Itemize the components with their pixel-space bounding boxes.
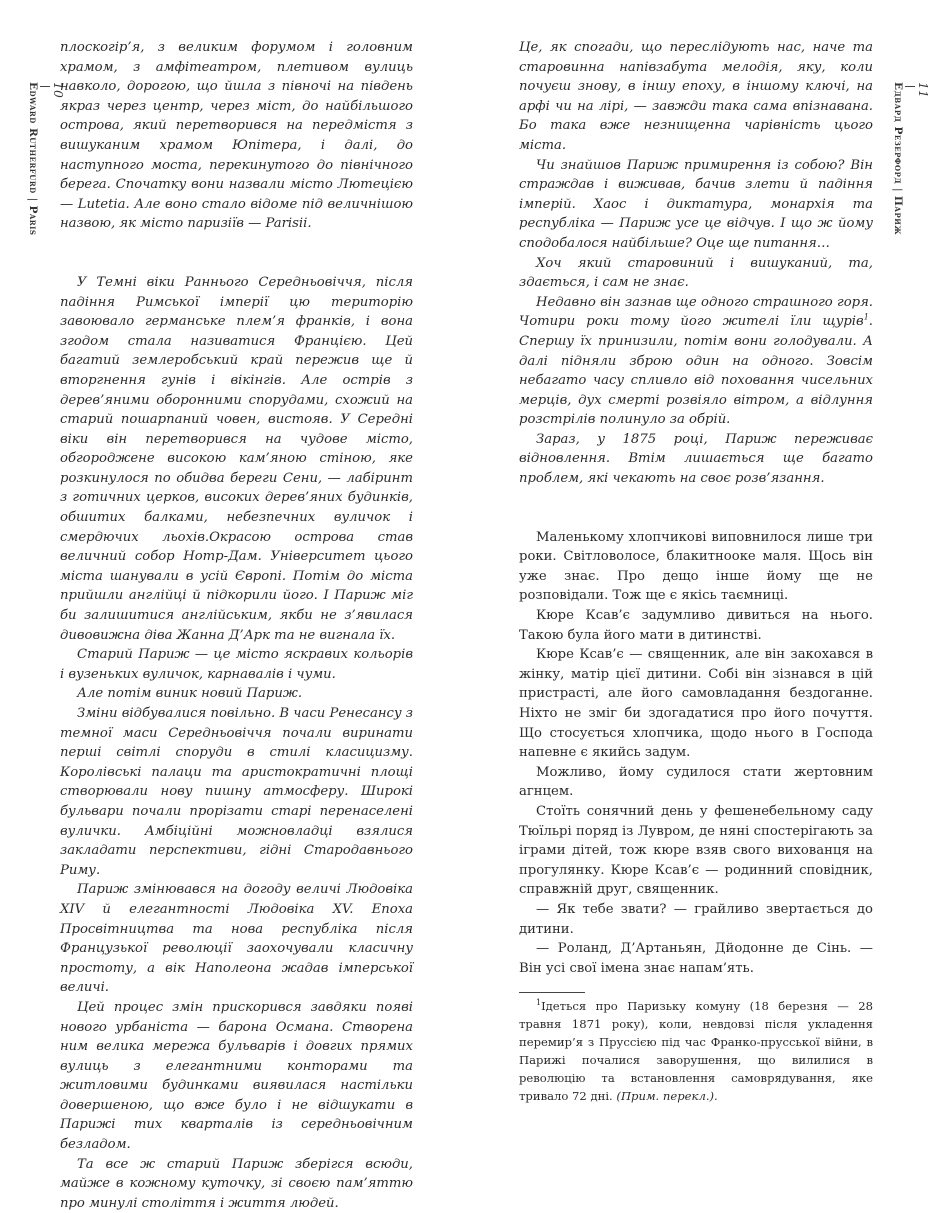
right-page-body (519, 38, 873, 1105)
footnote-note: (Прим. перекл.). (616, 1089, 718, 1104)
left-page-body (60, 38, 413, 1213)
paragraph: Зміни відбувалися повільно. В часи Ренесансу з темної маси Середньовіччя почали виринати перші світлі споруди в стилі класицизму. Королівські палаци та аристократичні площі створювали нову пишну атмосферу. Широкі бульвари почали прорізати старі перенаселені вулички. Амбіційні можновладці взялися закладати перспективи, гідні Стародавнього Риму. (60, 706, 413, 878)
paragraph: Стоїть сонячний день у фешенебельному саду Тюїльрі поряд із Лувром, де няні спостерігають за іграми дітей, тож кюре взяв свого вихованця на прогулянку. Кюре Ксав’є — родинний сповідник, справжній друг, священник. (519, 803, 873, 898)
footnote-body: Ідеться про Паризьку комуну (18 березня — 28 травня 1871 року), коли, невдовзі після укладення перемир’я з Пруссією під час Франко-прусської війни, в Парижі почалися заворушення, що вилилися в революцію та встановлення самоврядування, яке тривало 72 дні. (519, 999, 873, 1104)
running-head-author: Едвард Резерфорд (892, 82, 904, 185)
paragraph: Та все ж старий Париж зберігся всюди, майже в кожному куточку, зі своєю пам’яттю про минулі століття і життя людей. (60, 1156, 413, 1211)
running-head-title: Paris (27, 205, 39, 236)
paragraph: Недавно він зазнав ще одного страшного горя. Чотири роки тому його жителі їли щурів$^1$. Спершу їх принизили, потім вони голодували. А далі підняли зброю один на одного. Зовсім небагато часу спливло від поховання чисельних мерців, дух смерті розвіяло вітром, а відлуння розстрілів полинуло за обрій. (519, 294, 873, 428)
paragraph: плоскогір’я, з великим форумом і головним храмом, з амфітеатром, плетивом вулиць навколо, дорогою, що йшла з півночі на південь якраз через центр, через міст, до найбільшого острова, який перетворився на передмістя з вишуканим храмом Юпітера, і далі, до наступного моста, перекинутого до північного берега. Спочатку вони назвали місто Лютецією — Lutetia. Але воно стало відоме під величнішою назвою, як місто паризіїв — Parisii. (60, 40, 413, 232)
paragraph: Старий Париж — це місто яскравих кольорів і вузеньких вуличок, карнавалів і чуми. (60, 647, 413, 682)
page-number-left: 10 (51, 82, 65, 99)
footnote-divider (519, 992, 585, 993)
divider: | (892, 187, 904, 196)
paragraph: — Як тебе звати? — грайливо звертається до дитини. (519, 901, 873, 937)
paragraph: Чи знайшов Париж примирення із собою? Він страждав і виживав, бачив злети й падіння імперій. Хаос і диктатура, монархія та республіка — Париж усе це відчув. І що ж йому сподобалося найбільше? Оце ще питання… (519, 157, 873, 251)
running-head-author: Edward Rutherfurd (27, 82, 39, 194)
left-page (0, 0, 466, 1211)
paragraph: Цей процес змін прискорився завдяки появі нового урбаніста — барона Османа. Створена ним велика мережа бульварів і довгих прямих вулиць з елегантними конторами та житловими будинками виявилася настільки довершеною, що вже було і не відшукати в Парижі тих кварталів із середньовічним безладом. (60, 999, 413, 1153)
right-page (466, 0, 933, 1104)
paragraph: Маленькому хлопчикові виповнилося лише три роки. Світловолосе, блакитнооке маля. Щось він уже знає. Про дещо інше йому ще не розповідали. Тож ще є якісь таємниці. (519, 529, 873, 604)
paragraph: Можливо, йому судилося стати жертовним агнцем. (519, 764, 873, 800)
paragraph: Але потім виник новий Париж. (77, 686, 303, 702)
footnote-text (519, 997, 873, 1105)
paragraph: Це, як спогади, що переслідують нас, наче та старовинна напівзабута мелодія, яку, коли почуєш знову, в іншу епоху, в іншому ключі, на арфі чи на лірі, — завжди така сама впізнавана. Бо така вже незнищенна чарівність цього міста. (519, 40, 873, 153)
footnote-marker: 1 (536, 998, 542, 1008)
paragraph: — Роланд, Д’Артаньян, Дйодонне де Сінь. — Він усі свої імена знає напам’ять. (519, 941, 873, 976)
divider (40, 86, 50, 87)
paragraph-text: Недавно він зазнав ще одного страшного горя. Чотири роки тому його жителі їли щурів (519, 294, 873, 330)
paragraph: Париж змінювався на догоду величі Людовіка XIV й елегантності Людовіка XV. Епоха Просвітництва та нова республіка після Французької революції заохочували класичну простоту, а вік Наполеона жадав імперської величі. (60, 882, 413, 996)
running-head-title: Париж (892, 195, 904, 236)
footnote-reference[interactable]: 1 (863, 312, 869, 322)
footnote (519, 997, 873, 1105)
paragraph: У Темні віки Раннього Середньовіччя, після падіння Римської імперії цю територію завоювало германське плем’я франків, і вона згодом стала називатися Францією. Цей багатий землеробський край пережив ще й вторгнення гунів і вікінгів. Але острів з дерев’яними оборонними спорудами, схожий на старий пошарпаний човен, вистояв. У Середні віки він перетворився на чудове місто, обгороджене високою кам’яною стіною, яке розкинулося по обидва береги Сени, — лабіринт з готичних церков, високих дерев’яних будинків, обшитих балками, небезпечних вуличок і смердючих льохів.Окрасою острова став величний собор Нотр-Дам. Університет цього міста шанували в усій Європі. Потім до міста прийшли англійці й підкорили його. І Париж міг би залишитися англійським, якби не з’явилася дивовижна діва Жанна Д’Арк та не вигнала їх. (60, 274, 413, 643)
paragraph: Кюре Ксав’є — священник, але він закохався в жінку, матір цієї дитини. Собі він зізнався в цій пристрасті, але його самовладання бездоганне. Ніхто не зміг би здогадатися про його почуття. Що стосується хлопчика, щодо нього в Господа напевне є якийсь задум. (519, 647, 873, 761)
divider: | (27, 197, 39, 206)
paragraph-text: Спершу їх принизили, потім вони голодували. А далі підняли зброю один на одного. Зовсім небагато часу спливло від поховання чисельних мерців, дух смерті розвіяло вітром, а відлуння розстрілів полинуло за обрій. (519, 333, 873, 428)
page-number-right: 11 (916, 82, 930, 99)
paragraph: Зараз, у 1875 році, Париж переживає відновлення. Втім лишається ще багато проблем, які чекають на своє розв’язання. (519, 431, 873, 487)
paragraph: Хоч який старовиний і вишуканий, та, здається, і сам не знає. (519, 255, 873, 291)
running-head-right (892, 82, 930, 235)
divider (905, 86, 915, 87)
paragraph: Кюре Ксав’є задумливо дивиться на нього. Такою була його мати в дитинстві. (519, 608, 873, 643)
italic-section (519, 38, 873, 489)
